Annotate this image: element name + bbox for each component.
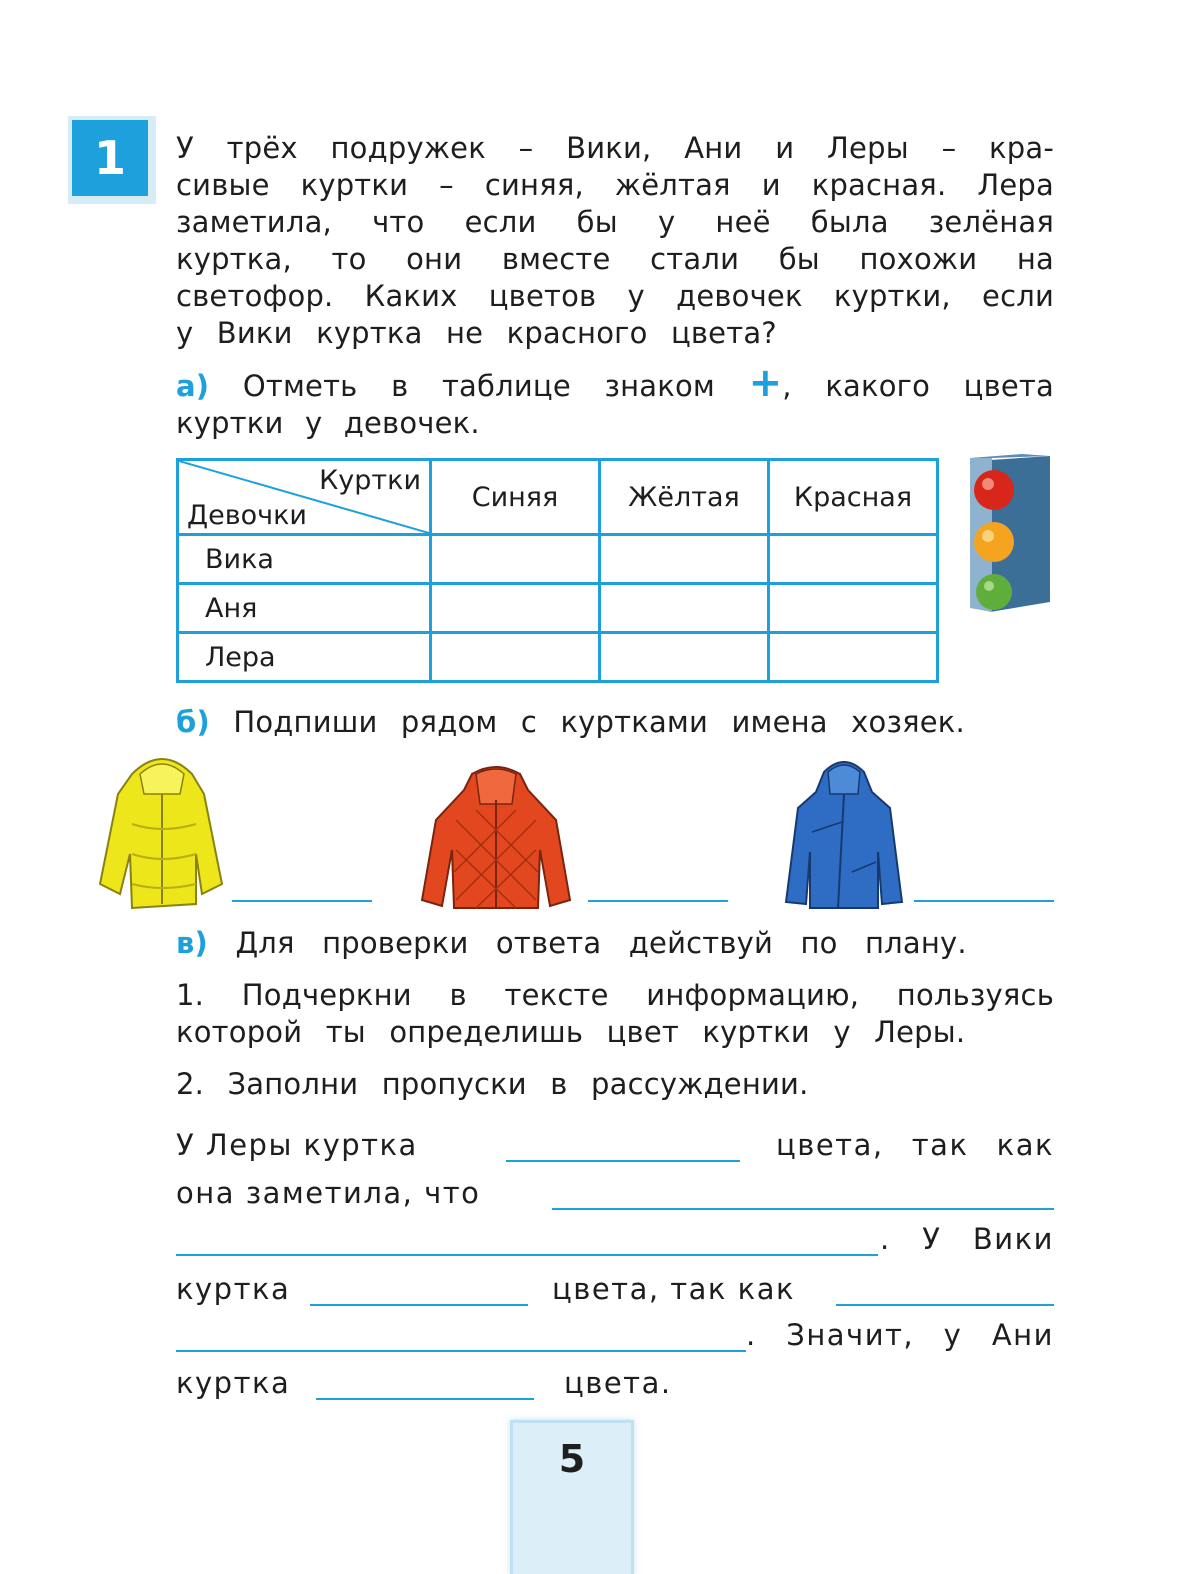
part-a-label: а) bbox=[176, 369, 210, 403]
table-corner-cell bbox=[178, 460, 431, 535]
part-b bbox=[176, 704, 1054, 741]
blank-vika-reason-cont[interactable] bbox=[176, 1350, 746, 1352]
intro-text bbox=[176, 130, 1054, 352]
part-c-label: в) bbox=[176, 926, 209, 960]
blank-lera-reason[interactable] bbox=[552, 1208, 1054, 1210]
blank-vika-color[interactable] bbox=[310, 1304, 528, 1306]
plan-step2-block bbox=[176, 1066, 1054, 1103]
intro-line: светофор. Каких цветов у девочек куртки, если bbox=[176, 279, 1054, 313]
blank-anya-color[interactable] bbox=[316, 1398, 534, 1400]
part-c bbox=[176, 925, 1054, 962]
part-c-line bbox=[176, 925, 1054, 962]
table-cell[interactable] bbox=[769, 584, 938, 633]
row-header: Лера bbox=[178, 633, 431, 682]
task-number: 1 bbox=[72, 120, 148, 196]
blank-lera-color[interactable] bbox=[506, 1160, 740, 1162]
intro-line: у Вики куртка не красного цвета? bbox=[176, 316, 777, 350]
page-number: 5 bbox=[558, 1437, 586, 1481]
plan-step2: 2. Заполни пропуски в рассуждении. bbox=[176, 1067, 809, 1101]
blank-lera-reason-cont[interactable] bbox=[176, 1254, 878, 1256]
table-cell[interactable] bbox=[431, 584, 600, 633]
part-c-text: Для проверки ответа действуй по плану. bbox=[235, 926, 967, 960]
intro-line: У трёх подружек – Вики, Ани и Леры – кра- bbox=[176, 131, 1054, 165]
blue-jacket-illustration bbox=[782, 752, 906, 912]
column-header: Красная bbox=[769, 460, 938, 535]
table-cell[interactable] bbox=[431, 535, 600, 584]
reasoning-l4b: цвета, так как bbox=[552, 1272, 795, 1306]
part-a-text-after: , какого цвета bbox=[782, 369, 1054, 403]
table-cell[interactable] bbox=[769, 535, 938, 584]
reasoning-l1b: цвета, так как bbox=[776, 1128, 1054, 1162]
part-a-line1 bbox=[176, 360, 1054, 406]
owner-name-line-red[interactable] bbox=[588, 900, 728, 902]
plan bbox=[176, 977, 1054, 1051]
column-header: Синяя bbox=[431, 460, 600, 535]
column-header: Жёлтая bbox=[600, 460, 769, 535]
part-a bbox=[176, 360, 1054, 442]
part-a-text: Отметь в таблице знаком bbox=[242, 369, 715, 403]
intro-line: сивые куртки – синяя, жёлтая и красная. Лера bbox=[176, 168, 1054, 202]
table-cell[interactable] bbox=[600, 584, 769, 633]
reasoning-l4a: куртка bbox=[176, 1272, 291, 1306]
reasoning-l6a: куртка bbox=[176, 1366, 291, 1400]
blank-vika-reason[interactable] bbox=[836, 1304, 1054, 1306]
plan-step1-line1: 1. Подчеркни в тексте информацию, пользуясь bbox=[176, 978, 1054, 1012]
part-a-line2: куртки у девочек. bbox=[176, 406, 480, 440]
reasoning-l3: . У Вики bbox=[880, 1222, 1054, 1256]
task-number-badge bbox=[68, 116, 156, 204]
part-b-label: б) bbox=[176, 705, 210, 739]
table-cell[interactable] bbox=[600, 535, 769, 584]
reasoning-l6b: цвета. bbox=[564, 1366, 672, 1400]
table-cell[interactable] bbox=[431, 633, 600, 682]
owner-name-line-yellow[interactable] bbox=[232, 900, 372, 902]
page-number-tab bbox=[510, 1420, 634, 1574]
table-cell[interactable] bbox=[600, 633, 769, 682]
part-b-line bbox=[176, 704, 1054, 741]
row-header: Аня bbox=[178, 584, 431, 633]
intro-line: заметила, что если бы у неё была зелёная bbox=[176, 205, 1054, 239]
part-b-text: Подпиши рядом с куртками имена хозяек. bbox=[233, 705, 965, 739]
plan-step1-line2: которой ты определишь цвет куртки у Леры. bbox=[176, 1015, 966, 1049]
red-jacket-illustration bbox=[416, 760, 576, 914]
reasoning-l5: . Значит, у Ани bbox=[746, 1318, 1054, 1352]
traffic-light-illustration bbox=[962, 452, 1062, 620]
row-header: Вика bbox=[178, 535, 431, 584]
yellow-jacket-illustration bbox=[92, 744, 232, 916]
answer-table bbox=[176, 458, 939, 683]
owner-name-line-blue[interactable] bbox=[914, 900, 1054, 902]
corner-girls: Девочки bbox=[187, 500, 307, 531]
reasoning-l1a: У Леры куртка bbox=[176, 1128, 418, 1162]
corner-jackets: Куртки bbox=[319, 465, 421, 496]
intro-line: куртка, то они вместе стали бы похожи на bbox=[176, 242, 1054, 276]
reasoning-l2: она заметила, что bbox=[176, 1176, 481, 1210]
plus-icon: + bbox=[748, 360, 783, 406]
table-cell[interactable] bbox=[769, 633, 938, 682]
